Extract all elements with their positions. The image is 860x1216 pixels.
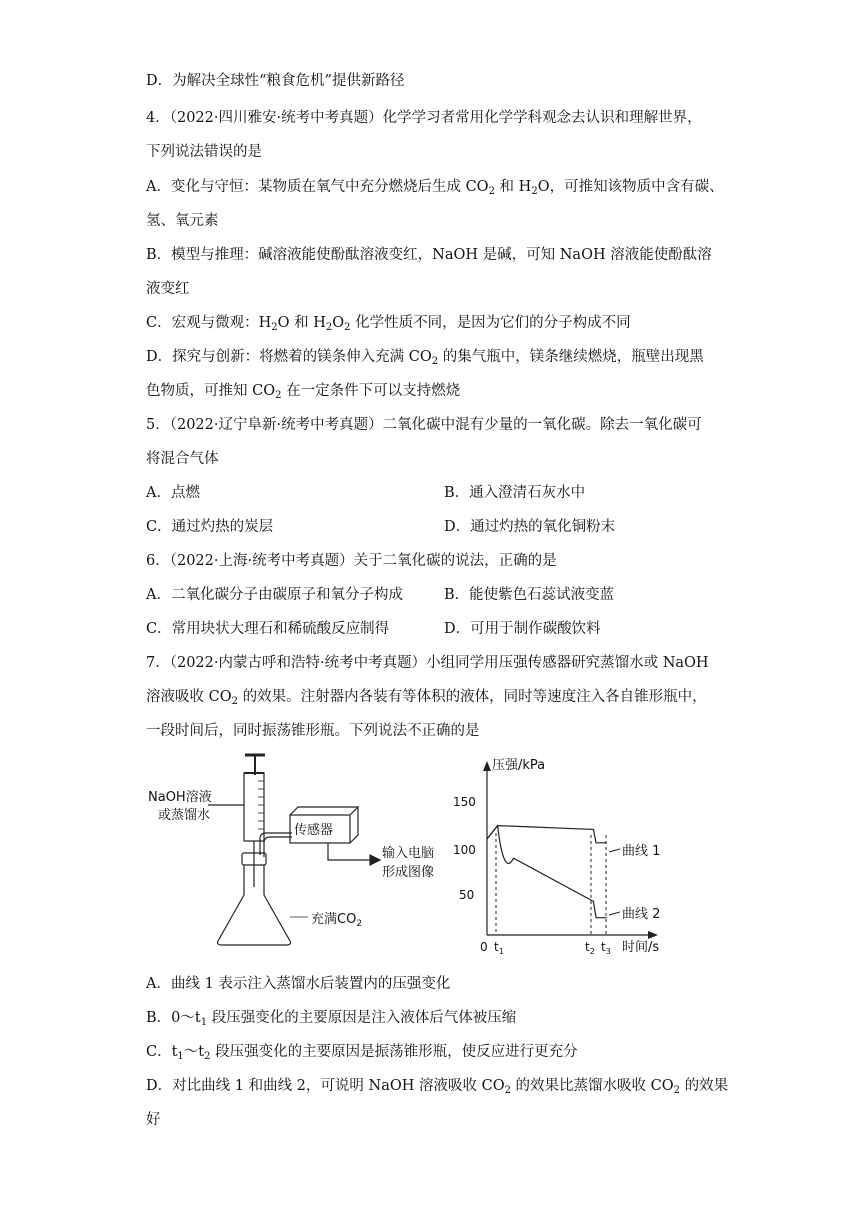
y-axis-label: 压强/kPa (492, 758, 546, 773)
q7-option-d-cont: 好 (146, 1112, 161, 1128)
curve1-leader (609, 849, 620, 852)
q4-option-d: D．探究与创新：将燃着的镁条伸入充满 $CO_2$ 的集气瓶中，镁条继续燃烧，瓶壁出现黑 (146, 349, 704, 367)
q7-stem-line3: 一段时间后，同时振荡锥形瓶。下列说法不正确的是 (146, 723, 480, 739)
y-axis-arrow (483, 761, 491, 771)
q6-option-d: D．可用于制作碳酸饮料 (444, 621, 601, 637)
q5-stem-line1: 5．（2022·辽宁阜新·统考中考真题）二氧化碳中混有少量的一氧化碳。除去一氧化碳可 (146, 417, 702, 433)
x-axis-arrow (648, 931, 658, 939)
syringe-label-1: NaOH溶液 (148, 790, 212, 805)
q7-figure (140, 745, 700, 970)
curve1-label: 曲线 1 (622, 844, 661, 859)
q7-option-b: B．$0\sim t_1$ 段压强变化的主要原因是注入液体后气体被压缩 (146, 1010, 517, 1028)
x-axis-label: 时间/s (622, 940, 660, 955)
syringe-barrel (244, 773, 264, 841)
sensor-label: 传感器 (294, 823, 334, 838)
output-label-1: 输入电脑 (382, 846, 435, 861)
y-tick-50: 50 (459, 888, 475, 902)
y-tick-150: 150 (453, 795, 476, 809)
y-tick-100: 100 (453, 843, 476, 857)
q6-option-b: B．能使紫色石蕊试液变蓝 (444, 587, 615, 603)
q5-option-d: D．通过灼热的氧化铜粉末 (444, 519, 616, 535)
output-arrow (328, 843, 370, 860)
q4-option-a: A．变化与守恒：某物质在氧气中充分燃烧后生成 $CO_2$ 和 $H_2O$，可推知该物质中含有碳、 (146, 179, 724, 197)
q4-option-a-cont: 氢、氧元素 (146, 213, 219, 229)
flask-label: 充满$CO_2$ (311, 912, 363, 929)
q5-stem-line2: 将混合气体 (146, 451, 219, 467)
q4-option-b-cont: 液变红 (146, 281, 190, 297)
q5-option-b: B．通入澄清石灰水中 (444, 485, 586, 501)
q6-option-c: C．常用块状大理石和稀硫酸反应制得 (146, 621, 390, 637)
output-label-2: 形成图像 (382, 865, 435, 880)
series-line-1 (487, 826, 607, 843)
curve2-leader (609, 912, 620, 915)
curve2-label: 曲线 2 (622, 907, 661, 922)
q7-option-d: D．对比曲线 1 和曲线 2，可说明 NaOH 溶液吸收 $CO_2$ 的效果比蒸馏水吸收 $CO_2$ 的效果 (146, 1078, 729, 1096)
q7-option-a: A．曲线 1 表示注入蒸馏水后装置内的压强变化 (146, 976, 451, 992)
q6-option-a: A．二氧化碳分子由碳原子和氧分子构成 (146, 587, 403, 603)
series-line-2 (487, 826, 607, 918)
x-tick-t1: $t_1$ (494, 940, 504, 956)
q4-option-c: C．宏观与微观：$H_2O$ 和 $H_2O_2$ 化学性质不同，是因为它们的分子构成不同 (146, 315, 631, 333)
q7-stem-line1: 7．（2022·内蒙古呼和浩特·统考中考真题）小组同学用压强传感器研究蒸馏水或 NaOH (146, 655, 709, 671)
x-tick-0: 0 (480, 940, 488, 954)
q5-option-c: C．通过灼热的炭层 (146, 519, 274, 535)
x-tick-t2: $t_2$ (585, 940, 595, 956)
pressure-chart (453, 758, 660, 956)
q7-option-c: C．$t_1\sim t_2$ 段压强变化的主要原因是振荡锥形瓶，使反应进行更充分 (146, 1044, 578, 1062)
q4-option-d-cont: 色物质，可推知 $CO_2$ 在一定条件下可以支持燃烧 (146, 383, 461, 401)
q4-option-b: B．模型与推理：碱溶液能使酚酞溶液变红，NaOH 是碱，可知 NaOH 溶液能使酚酞溶 (146, 247, 712, 263)
tube (260, 833, 292, 855)
x-tick-t3: $t_3$ (601, 940, 611, 956)
q7-stem-line2: 溶液吸收 $CO_2$ 的效果。注射器内各装有等体积的液体，同时等速度注入各自锥形瓶中， (146, 689, 707, 707)
q5-option-a: A．点燃 (146, 485, 200, 501)
q6-stem: 6．（2022·上海·统考中考真题）关于二氧化碳的说法，正确的是 (146, 553, 557, 569)
q4-stem-line1: 4．（2022·四川雅安·统考中考真题）化学学习者常用化学学科观念去认识和理解世界， (146, 110, 702, 126)
syringe-label-2: 或蒸馏水 (158, 808, 211, 823)
q4-stem-line2: 下列说法错误的是 (146, 144, 262, 160)
q3-option-d: D．为解决全球性“粮食危机”提供新路径 (146, 73, 405, 89)
